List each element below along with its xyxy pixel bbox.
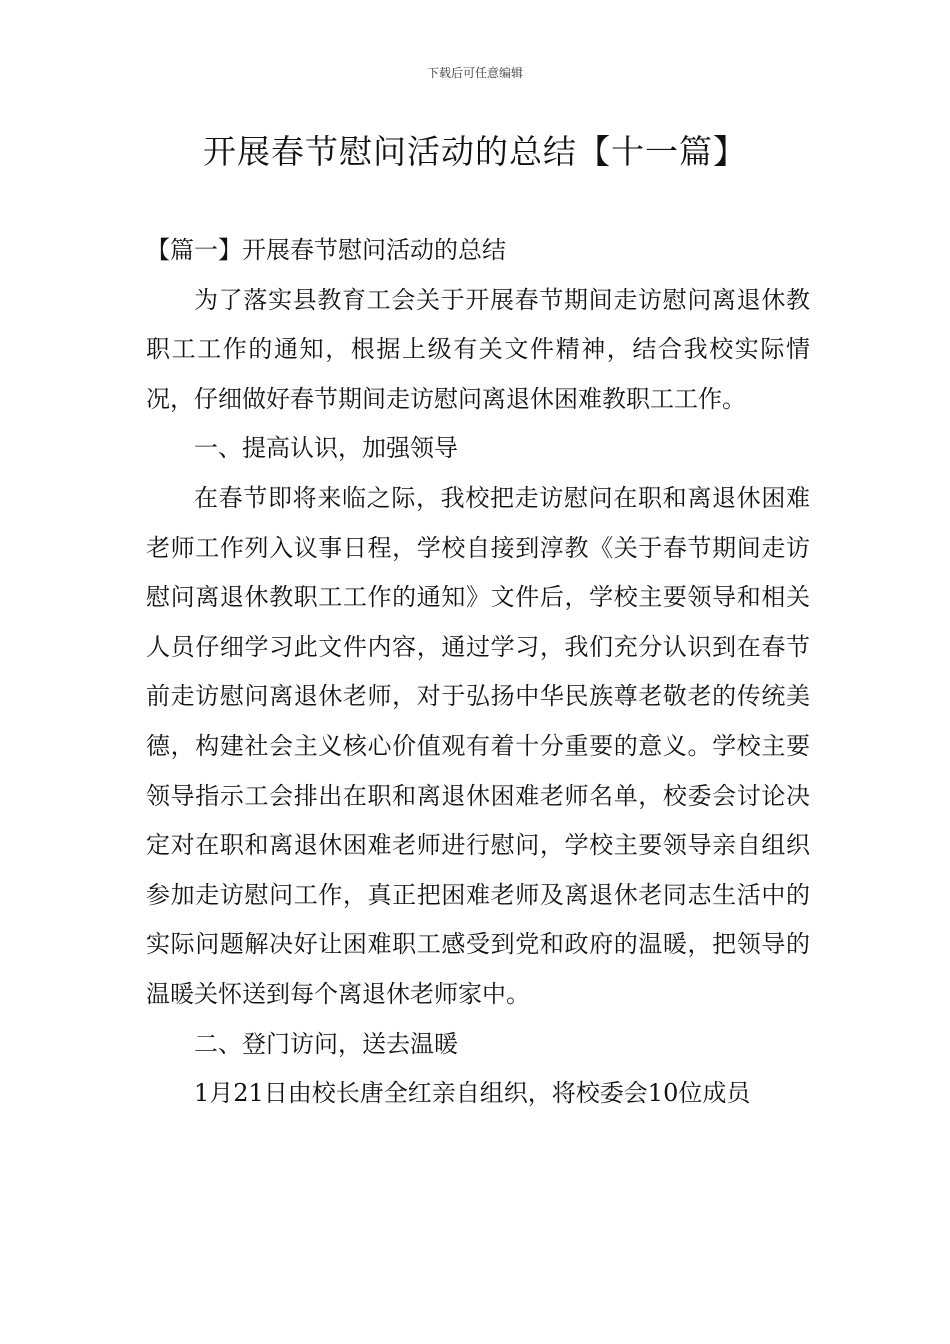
document-title: 开展春节慰问活动的总结【十一篇】	[203, 132, 747, 171]
subheading-one: 一、提高认识，加强领导	[194, 434, 458, 463]
paragraph-leadership: 在春节即将来临之际，我校把走访慰问在职和离退休困难老师工作列入议事日程，学校自接到淳教《关于春节期间走访慰问离退休教职工工作的通知》文件后，学校主要领导和相关人员仔细学习此文件内容，通过学习，我们充分认识到在春节前走访慰问离退休老师，对于弘扬中华民族尊老敬老的传统美德，构建社会主义核心价值观有着十分重要的意义。学校主要领导指示工会排出在职和离退休困难老师名单，校委会讨论决定对在职和离退休困难老师进行慰问，学校主要领导亲自组织参加走访慰问工作，真正把困难老师及离退休老同志生活中的实际问题解决好让困难职工感受到党和政府的温暖，把领导的温暖关怀送到每个离退休老师家中。	[146, 483, 810, 1008]
document-body	[146, 226, 810, 1119]
paragraph-visit: 1月21日由校长唐全红亲自组织，将校委会10位成员	[194, 1079, 751, 1108]
subheading-two: 二、登门访问，送去温暖	[194, 1029, 458, 1058]
paragraph-intro: 为了落实县教育工会关于开展春节期间走访慰问离退休教职工工作的通知，根据上级有关文件精神，结合我校实际情况，仔细做好春节期间走访慰问离退休困难教职工工作。	[146, 285, 810, 413]
section-heading: 【篇一】开展春节慰问活动的总结	[146, 236, 506, 264]
header-note: 下载后可任意编辑	[426, 66, 523, 80]
